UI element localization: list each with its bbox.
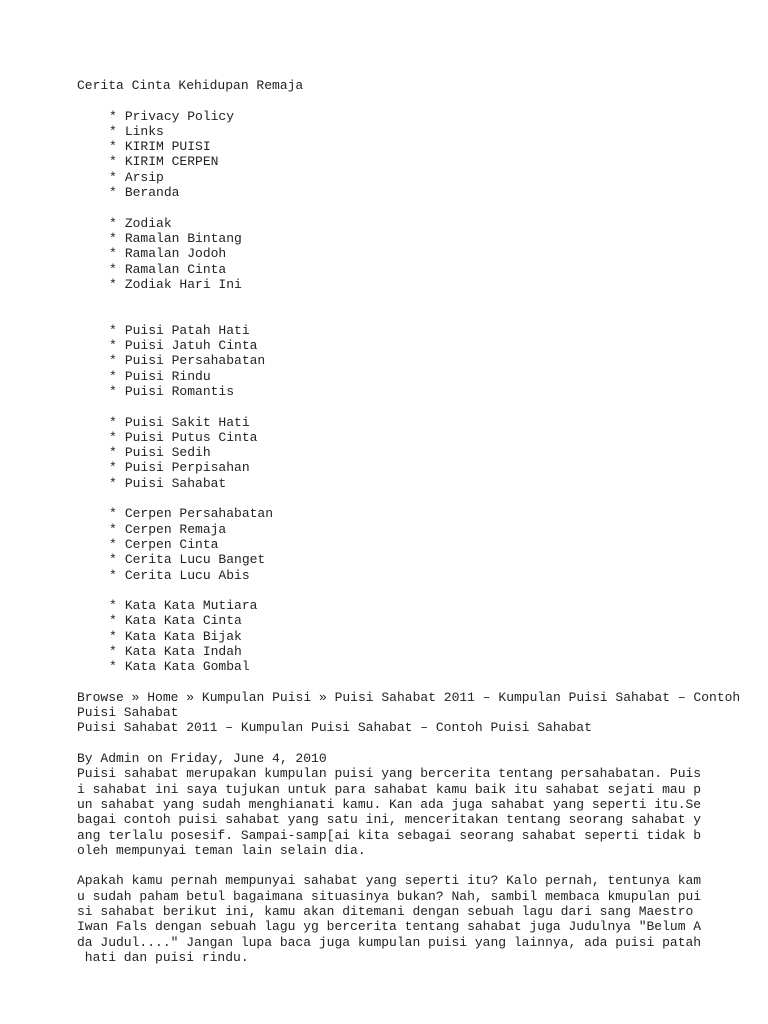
bullet-star: * bbox=[109, 276, 117, 292]
bullet-star: * bbox=[109, 598, 117, 614]
nav-menu-item[interactable] bbox=[77, 415, 747, 430]
breadcrumb-separator: » bbox=[186, 689, 195, 705]
paragraph-line: Puisi sahabat merupakan kumpulan puisi yang bercerita tentang persahabatan. Puis bbox=[77, 766, 702, 782]
paragraph-line: u sudah paham betul bagaimana situasinya bukan? Nah, sambil membaca kmupulan pui bbox=[77, 888, 702, 904]
paragraph-line: ang terlalu posesif. Sampai-samp[ai kita sebagai seorang sahabat seperti tidak b bbox=[77, 827, 702, 843]
nav-menu-item-label[interactable]: Puisi Patah Hati bbox=[124, 322, 250, 338]
nav-menu-item-label[interactable]: Puisi Sakit Hati bbox=[124, 414, 250, 430]
nav-menu-item-label[interactable]: KIRIM CERPEN bbox=[124, 154, 219, 170]
spacer bbox=[77, 93, 747, 108]
spacer bbox=[77, 583, 747, 598]
bullet-star: * bbox=[109, 475, 117, 491]
bullet-star: * bbox=[109, 659, 117, 675]
nav-menu-item-label[interactable]: Puisi Putus Cinta bbox=[124, 429, 258, 445]
nav-menu-item-label[interactable]: Puisi Romantis bbox=[124, 383, 235, 399]
bullet-star: * bbox=[109, 506, 117, 522]
nav-menu-item[interactable] bbox=[77, 384, 747, 399]
nav-menu-item[interactable] bbox=[77, 323, 747, 338]
nav-menu-item-label[interactable]: Puisi Sedih bbox=[124, 445, 211, 461]
nav-menu-item[interactable] bbox=[77, 476, 747, 491]
nav-menu-item[interactable] bbox=[77, 277, 747, 292]
paragraph-line: oleh mempunyai teman lain selain dia. bbox=[77, 842, 366, 858]
nav-group bbox=[77, 216, 747, 292]
article-title: Puisi Sahabat 2011 – Kumpulan Puisi Sahabat – Contoh Puisi Sahabat bbox=[77, 720, 592, 736]
nav-menu-item[interactable] bbox=[77, 369, 747, 384]
paragraph-line: da Judul...." Jangan lupa baca juga kumpulan puisi yang lainnya, ada puisi patah bbox=[77, 934, 702, 950]
breadcrumb-separator: » bbox=[318, 689, 327, 705]
bullet-star: * bbox=[109, 338, 117, 354]
breadcrumb-separator: » bbox=[131, 689, 140, 705]
nav-group bbox=[77, 323, 747, 399]
spacer bbox=[77, 399, 747, 414]
nav-menu bbox=[77, 109, 747, 675]
nav-menu-item[interactable] bbox=[77, 445, 747, 460]
bullet-star: * bbox=[109, 613, 117, 629]
bullet-star: * bbox=[109, 154, 117, 170]
page-content bbox=[77, 78, 747, 965]
breadcrumb-browse: Browse bbox=[77, 689, 124, 705]
nav-menu-item-label[interactable]: Kata Kata Mutiara bbox=[124, 598, 258, 614]
bullet-star: * bbox=[109, 123, 117, 139]
nav-menu-item-label[interactable]: Ramalan Jodoh bbox=[124, 246, 227, 262]
nav-group bbox=[77, 109, 747, 201]
paragraph-line: Apakah kamu pernah mempunyai sahabat yang seperti itu? Kalo pernah, tentunya kam bbox=[77, 873, 702, 889]
nav-menu-item[interactable] bbox=[77, 216, 747, 231]
bullet-star: * bbox=[109, 536, 117, 552]
spacer bbox=[77, 736, 747, 751]
nav-menu-item[interactable] bbox=[77, 537, 747, 552]
spacer bbox=[77, 675, 747, 690]
nav-menu-item[interactable] bbox=[77, 246, 747, 261]
bullet-star: * bbox=[109, 445, 117, 461]
nav-menu-item-label[interactable]: Links bbox=[124, 123, 164, 139]
breadcrumb-current-continued: Puisi Sahabat bbox=[77, 705, 179, 721]
breadcrumb bbox=[77, 690, 747, 705]
nav-menu-item-label[interactable]: KIRIM PUISI bbox=[124, 139, 211, 155]
nav-menu-item-label[interactable]: Kata Kata Bijak bbox=[124, 628, 242, 644]
nav-menu-item-label[interactable]: Kata Kata Gombal bbox=[124, 659, 250, 675]
spacer bbox=[77, 858, 747, 873]
bullet-star: * bbox=[109, 261, 117, 277]
spacer bbox=[77, 200, 747, 215]
nav-group bbox=[77, 415, 747, 491]
nav-menu-item-label[interactable]: Cerita Lucu Abis bbox=[124, 567, 250, 583]
spacer bbox=[77, 491, 747, 506]
nav-menu-item[interactable] bbox=[77, 231, 747, 246]
bullet-star: * bbox=[109, 185, 117, 201]
nav-menu-item[interactable] bbox=[77, 598, 747, 613]
breadcrumb-home-link[interactable]: Home bbox=[147, 689, 179, 705]
nav-menu-item[interactable] bbox=[77, 460, 747, 475]
nav-menu-item-label[interactable]: Puisi Rindu bbox=[124, 368, 211, 384]
nav-menu-item-label[interactable]: Ramalan Cinta bbox=[124, 261, 227, 277]
nav-menu-item-label[interactable]: Puisi Sahabat bbox=[124, 475, 227, 491]
nav-menu-item-label[interactable]: Arsip bbox=[124, 169, 164, 185]
article-paragraph-2 bbox=[77, 873, 747, 965]
nav-menu-item[interactable] bbox=[77, 109, 747, 124]
paragraph-line: si sahabat berikut ini, kamu akan ditemani dengan sebuah lagu dari sang Maestro bbox=[77, 904, 694, 920]
nav-menu-item-label[interactable]: Privacy Policy bbox=[124, 108, 235, 124]
nav-menu-item[interactable] bbox=[77, 659, 747, 674]
nav-menu-item[interactable] bbox=[77, 262, 747, 277]
nav-menu-item-label[interactable]: Cerpen Persahabatan bbox=[124, 506, 274, 522]
bullet-star: * bbox=[109, 322, 117, 338]
nav-menu-item[interactable] bbox=[77, 552, 747, 567]
paragraph-line: Iwan Fals dengan sebuah lagu yg bercerita tentang sahabat juga Judulnya "Belum A bbox=[77, 919, 702, 935]
nav-menu-item-label[interactable]: Beranda bbox=[124, 185, 180, 201]
nav-group bbox=[77, 506, 747, 582]
nav-menu-item[interactable] bbox=[77, 170, 747, 185]
nav-menu-item-label[interactable]: Zodiak bbox=[124, 215, 172, 231]
nav-menu-item-label[interactable]: Cerpen Remaja bbox=[124, 521, 227, 537]
nav-menu-item-label[interactable]: Cerita Lucu Banget bbox=[124, 552, 266, 568]
bullet-star: * bbox=[109, 521, 117, 537]
paragraph-line: hati dan puisi rindu. bbox=[77, 949, 249, 965]
nav-menu-item[interactable] bbox=[77, 506, 747, 521]
nav-menu-item-label[interactable]: Puisi Jatuh Cinta bbox=[124, 338, 258, 354]
nav-menu-item-label[interactable]: Ramalan Bintang bbox=[124, 230, 242, 246]
bullet-star: * bbox=[109, 414, 117, 430]
breadcrumb-category-link[interactable]: Kumpulan Puisi bbox=[201, 689, 312, 705]
bullet-star: * bbox=[109, 353, 117, 369]
bullet-star: * bbox=[109, 552, 117, 568]
nav-menu-item-label[interactable]: Cerpen Cinta bbox=[124, 536, 219, 552]
nav-menu-item[interactable] bbox=[77, 185, 747, 200]
nav-menu-item[interactable] bbox=[77, 124, 747, 139]
nav-menu-item[interactable] bbox=[77, 353, 747, 368]
nav-menu-item-label[interactable]: Puisi Perpisahan bbox=[124, 460, 250, 476]
bullet-star: * bbox=[109, 643, 117, 659]
site-title: Cerita Cinta Kehidupan Remaja bbox=[77, 78, 304, 93]
bullet-star: * bbox=[109, 460, 117, 476]
bullet-star: * bbox=[109, 246, 117, 262]
spacer bbox=[77, 292, 747, 323]
nav-menu-item[interactable] bbox=[77, 154, 747, 169]
paragraph-line: bagai contoh puisi sahabat yang satu ini, menceritakan tentang seorang sahabat y bbox=[77, 812, 702, 828]
nav-menu-item-label[interactable]: Puisi Persahabatan bbox=[124, 353, 266, 369]
bullet-star: * bbox=[109, 139, 117, 155]
nav-group bbox=[77, 598, 747, 674]
nav-menu-item[interactable] bbox=[77, 568, 747, 583]
nav-menu-item-label[interactable]: Zodiak Hari Ini bbox=[124, 276, 242, 292]
nav-menu-item[interactable] bbox=[77, 629, 747, 644]
nav-menu-item-label[interactable]: Kata Kata Cinta bbox=[124, 613, 242, 629]
bullet-star: * bbox=[109, 567, 117, 583]
bullet-star: * bbox=[109, 215, 117, 231]
nav-menu-item[interactable] bbox=[77, 338, 747, 353]
bullet-star: * bbox=[109, 169, 117, 185]
nav-menu-item-label[interactable]: Kata Kata Indah bbox=[124, 643, 242, 659]
bullet-star: * bbox=[109, 628, 117, 644]
nav-menu-item[interactable] bbox=[77, 522, 747, 537]
bullet-star: * bbox=[109, 429, 117, 445]
paragraph-line: i sahabat ini saya tujukan untuk para sahabat kamu baik itu sahabat sejati mau p bbox=[77, 781, 702, 797]
nav-menu-item[interactable] bbox=[77, 139, 747, 154]
bullet-star: * bbox=[109, 108, 117, 124]
nav-menu-item[interactable] bbox=[77, 430, 747, 445]
bullet-star: * bbox=[109, 230, 117, 246]
breadcrumb-current: Puisi Sahabat 2011 – Kumpulan Puisi Sahabat – Contoh bbox=[334, 689, 741, 705]
article-byline: By Admin on Friday, June 4, 2010 bbox=[77, 751, 327, 767]
bullet-star: * bbox=[109, 368, 117, 384]
nav-menu-item[interactable] bbox=[77, 644, 747, 659]
paragraph-line: un sahabat yang sudah menghianati kamu. Kan ada juga sahabat yang seperti itu.Se bbox=[77, 796, 702, 812]
nav-menu-item[interactable] bbox=[77, 613, 747, 628]
article-paragraph-1 bbox=[77, 766, 747, 858]
bullet-star: * bbox=[109, 383, 117, 399]
